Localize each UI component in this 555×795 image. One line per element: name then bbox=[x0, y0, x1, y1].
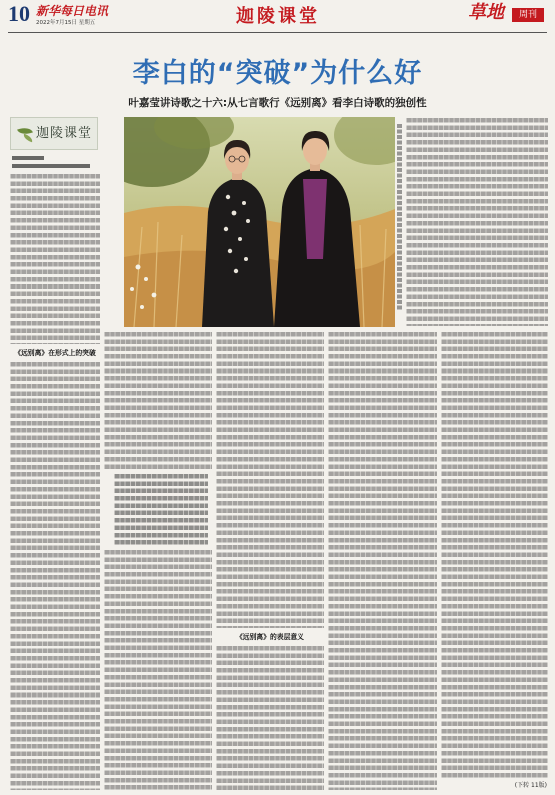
body-text-column bbox=[10, 174, 100, 344]
column-logo-text: 迦陵课堂 bbox=[36, 126, 93, 141]
body-text-column bbox=[406, 118, 548, 326]
body-text-column bbox=[441, 332, 548, 778]
supplement-tag: 周刊 bbox=[512, 8, 544, 22]
continued-notice: (下转 11版) bbox=[514, 782, 547, 789]
header-divider bbox=[8, 32, 547, 33]
section-heading: 《远别离》在形式上的突破 bbox=[14, 349, 96, 357]
page-number: 10 bbox=[8, 1, 30, 26]
byline-editors bbox=[12, 164, 90, 168]
issue-date: 2022年7月15日 星期五 bbox=[36, 19, 96, 26]
body-text-column bbox=[216, 332, 324, 628]
supplement-name-logo: 草地 bbox=[468, 2, 504, 23]
poem-quote bbox=[114, 474, 208, 546]
section-heading: 《远别离》的表层意义 bbox=[236, 633, 304, 641]
article-photo bbox=[124, 117, 395, 327]
article-title: 李白的“突破”为什么好 bbox=[132, 58, 423, 89]
paper-name-logo: 新华每日电讯 bbox=[36, 4, 109, 18]
article-subtitle: 叶嘉莹讲诗歌之十六:从七言歌行《远别离》看李白诗歌的独创性 bbox=[128, 97, 427, 109]
body-text-column bbox=[216, 646, 324, 790]
body-text-column bbox=[104, 332, 212, 470]
photo-caption bbox=[397, 124, 402, 310]
leaf-icon bbox=[22, 134, 33, 142]
byline-author bbox=[12, 156, 44, 160]
body-text-column bbox=[104, 550, 212, 790]
section-title: 迦陵课堂 bbox=[236, 6, 320, 27]
body-text-column bbox=[10, 362, 100, 790]
column-logo bbox=[10, 117, 98, 150]
body-text-column bbox=[328, 332, 437, 790]
